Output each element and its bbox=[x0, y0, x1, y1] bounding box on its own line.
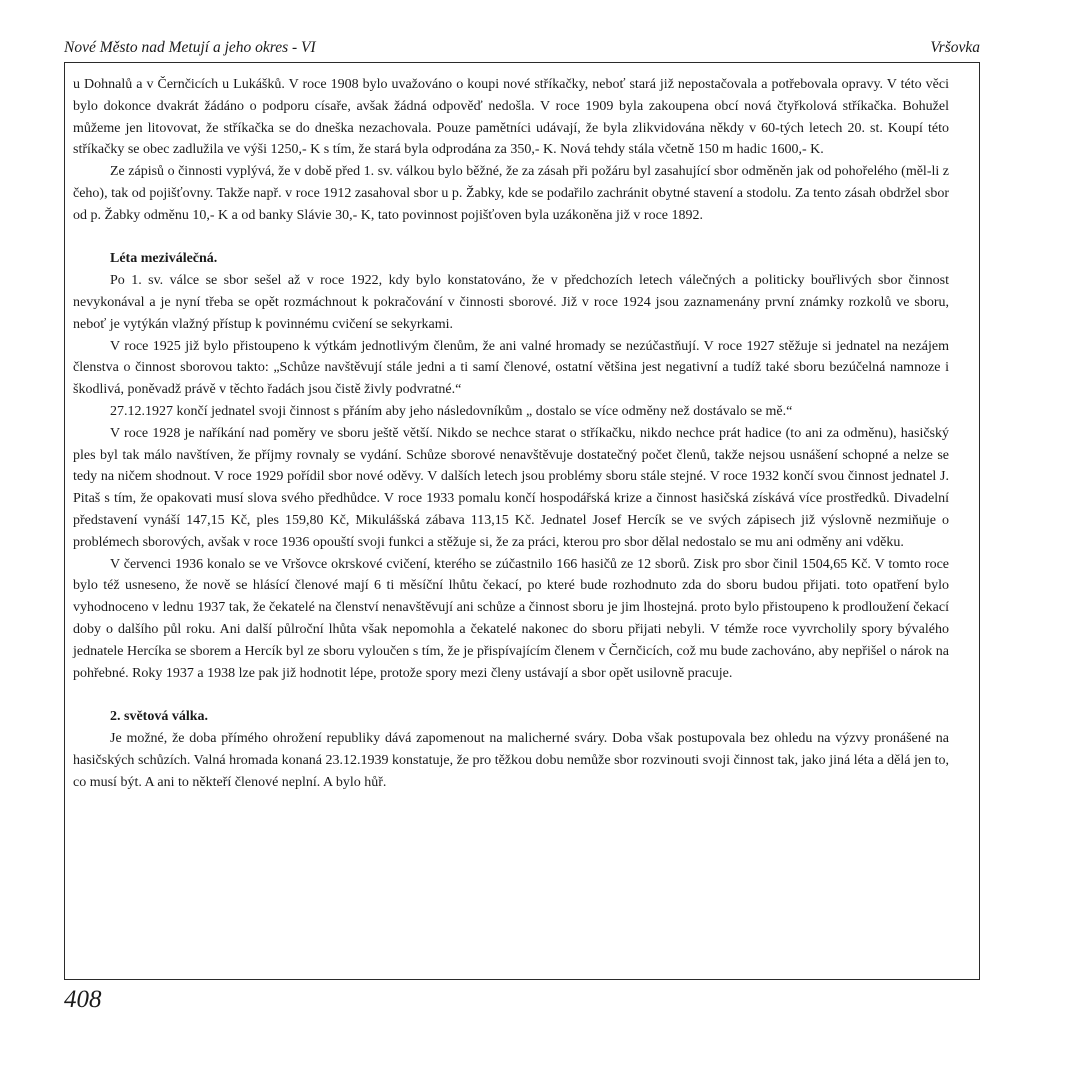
paragraph: V roce 1928 je naříkání nad poměry ve sboru ještě větší. Nikdo se nechce starat o stříkačku, nikdo nechce prát hadice (to ani za odměnu), hasičský ples byl tak málo navštíven, že příjmy rovnaly se vydání. Schůze sborové nenavštěvuje dostatečný počet členů, takže nejsou usnášení schopné a nelze se tedy na ničem shodnout. V roce 1929 pořídil sbor nové oděvy. V dalších letech jsou problémy sboru stále stejné. V roce 1932 končí svou činnost jednatel J. Pitaš s tím, že opakovati musí slova svého předhůdce. V roce 1933 pomalu končí hospodářská krize a činnost hasičská získává více prostředků. Divadelní představení vynáší 147,15 Kč, ples 159,80 Kč, Mikulášská zábava 113,15 Kč. Jednatel Josef Hercík se ve svých zápisech již výslovně nezmiňuje o problémech sborových, avšak v roce 1936 opouští svoji funkci a stěžuje si, že za práci, kterou pro sbor dělal nedostalo se mu ani odměny ani vděku. bbox=[73, 425, 949, 550]
paragraph: Po 1. sv. válce se sbor sešel až v roce 1922, kdy bylo konstatováno, že v předchozích letech válečných a politicky bouřlivých sbor činnost nevykonával a je nyní třeba se opět rozmáchnout k pokračování v činnosti sborové. Již v roce 1924 jsou zaznamenány první známky rozkolů ve sboru, neboť je vytýkán vlažný přístup k povinnému cvičení se sekyrkami. bbox=[73, 273, 949, 332]
running-header bbox=[64, 38, 980, 62]
header-chapter-title: Vršovka bbox=[930, 39, 980, 56]
paragraph: V roce 1925 již bylo přistoupeno k výtkám jednotlivým členům, že ani valné hromady se nezúčastňují. V roce 1927 stěžuje si jednatel na nezájem členstva o činnost sborovou takto: „Schůze navštěvují stále jedni a ti samí členové, ostatní většina jest negativní a tudíž také sboru bezúčelná namnoze i škodlivá, poněvadž právě v těchto řadách jsou čistě živly podvratné.“ bbox=[73, 338, 949, 398]
paragraph: 27.12.1927 končí jednatel svoji činnost s přáním aby jeho následovníkům „ dostalo se více odměny než dostávalo se mě.“ bbox=[110, 403, 793, 419]
body-text bbox=[73, 74, 949, 793]
paragraph: u Dohnalů a v Černčicích u Lukášků. V roce 1908 bylo uvažováno o koupi nové stříkačky, neboť stará již nepostačovala a potřebovala opravy. V této věci bylo dokonce dvakrát žádáno o podporu císaře, avšak žádná odpověď nedošla. V roce 1909 byla zakoupena obcí nová čtyřkolová stříkačka. Bohužel můžeme jen litovovat, že stříkačka se do dneška nezachovala. Pouze pamětníci udávají, že byla zlikvidována někdy v 60-tých letech 20. st. Koupí této stříkačky se obec zadlužila ve výši 1250,- K s tím, že stará byla odprodána za 350,- K. Nová tehdy stála včetně 150 m hadic 1600,- K. bbox=[73, 77, 949, 158]
header-book-title: Nové Město nad Metují a jeho okres - VI bbox=[64, 39, 316, 56]
text-frame bbox=[64, 62, 980, 980]
section-heading: 2. světová válka. bbox=[110, 709, 208, 725]
paragraph-gap bbox=[73, 227, 949, 249]
page-number: 408 bbox=[64, 986, 102, 1013]
section-heading: Léta meziválečná. bbox=[110, 251, 218, 267]
paragraph: Je možné, že doba přímého ohrožení republiky dává zapomenout na malicherné sváry. Doba však postupovala bez ohledu na výzvy pronášené na hasičských schůzích. Valná hromada konaná 23.12.1939 konstatuje, že pro těžkou dobu nemůže sbor rozvinouti svoji činnost tak, jako jiná léta a dělá jen to, co musí být. A ani to někteří členové neplní. A bylo hůř. bbox=[73, 730, 949, 790]
paragraph: Ze zápisů o činnosti vyplývá, že v době před 1. sv. válkou bylo běžné, že za zásah při požáru byl zasahující sbor odměněn jak od pohořelého (měl-li z čeho), tak od pojišťovny. Takže např. v roce 1912 zasahoval sbor u p. Žabky, kde se podařilo zachránit obytné stavení a stodolu. Za tento zásah obdržel sbor od p. Žabky odměnu 10,- K a od banky Slávie 30,- K, tato povinnost pojišťoven byla uzákoněna již v roce 1892. bbox=[73, 164, 949, 223]
paragraph: V červenci 1936 konalo se ve Vršovce okrskové cvičení, kterého se zúčastnilo 166 hasičů ze 12 sborů. Zisk pro sbor činil 1504,65 Kč. V tomto roce bylo též usneseno, že nově se hlásící členové mají 6 ti měsíční lhůtu čekací, po které bude rozhodnuto zda do sboru budou přijati. toto opatření bylo vyhodnoceno v lednu 1937 tak, že čekatelé na členství nenavštěvují ani schůze a činnost sboru je jim lhostejná. proto bylo přistoupeno k prodloužení čekací doby o dalšího půl roku. Ani další půlroční lhůta však nepomohla a čekatelé nakonec do sboru přijati nebyli. V témže roce vyvrcholily spory bývalého jednatele Hercíka se sborem a Hercík byl ze sboru vyloučen s tím, že je přispívajícím členem v Černčicích, což mu bude zachováno, aby nepřišel o nárok na pohřebné. Roky 1937 a 1938 lze pak již hodnotit lépe, protože spory mezi členy ustávají a sbor opět usilovně pracuje. bbox=[73, 556, 949, 681]
paragraph-gap bbox=[73, 684, 949, 706]
